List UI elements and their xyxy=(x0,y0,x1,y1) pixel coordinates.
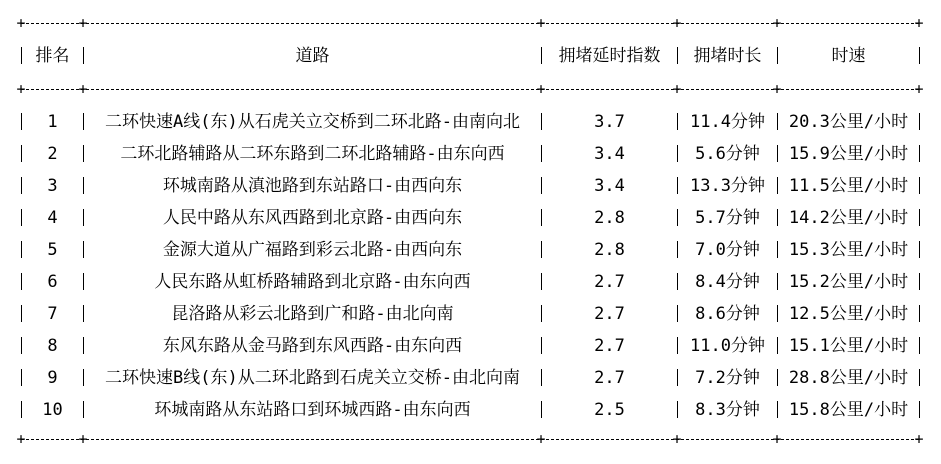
column-separator xyxy=(919,369,920,386)
column-separator xyxy=(919,337,920,354)
header-rank: 排名 xyxy=(35,46,70,66)
rank-cell: 2 xyxy=(47,144,58,164)
column-separator xyxy=(919,47,920,64)
index-cell: 3.7 xyxy=(594,112,625,132)
border-corner: + xyxy=(914,14,924,32)
border-corner: + xyxy=(914,80,924,98)
rank-cell: 10 xyxy=(42,400,63,420)
duration-cell: 7.2分钟 xyxy=(695,368,760,388)
border-junction: + xyxy=(536,80,546,98)
border-junction: + xyxy=(672,430,682,448)
column-separator xyxy=(919,273,920,290)
table-row xyxy=(0,334,941,358)
duration-cell: 7.0分钟 xyxy=(695,240,760,260)
table-bottom-border xyxy=(16,430,924,448)
road-cell: 二环北路辅路从二环东路到二环北路辅路-由东向西 xyxy=(120,144,505,164)
duration-cell: 8.3分钟 xyxy=(695,400,760,420)
road-cell: 环城南路从东站路口到环城西路-由东向西 xyxy=(154,400,471,420)
border-junction: + xyxy=(772,14,782,32)
border-junction: + xyxy=(772,80,782,98)
table-row xyxy=(0,270,941,294)
speed-cell: 15.2公里/小时 xyxy=(788,272,909,292)
border-junction: + xyxy=(672,14,682,32)
rank-cell: 8 xyxy=(47,336,58,356)
speed-cell: 15.1公里/小时 xyxy=(788,336,909,356)
table-row xyxy=(0,238,941,262)
duration-cell: 8.6分钟 xyxy=(695,304,760,324)
road-cell: 人民东路从虹桥路辅路到北京路-由东向西 xyxy=(154,272,471,292)
speed-cell: 12.5公里/小时 xyxy=(788,304,909,324)
border-junction: + xyxy=(536,430,546,448)
speed-cell: 20.3公里/小时 xyxy=(788,112,909,132)
table-row xyxy=(0,302,941,326)
index-cell: 2.7 xyxy=(594,368,625,388)
road-cell: 金源大道从广福路到彩云北路-由西向东 xyxy=(162,240,463,260)
header-road: 道路 xyxy=(295,46,330,66)
border-corner: + xyxy=(914,430,924,448)
road-cell: 人民中路从东风西路到北京路-由西向东 xyxy=(162,208,463,228)
table-header-border xyxy=(16,80,924,98)
road-cell: 东风东路从金马路到东风西路-由东向西 xyxy=(162,336,463,356)
road-cell: 昆洛路从彩云北路到广和路-由北向南 xyxy=(171,304,454,324)
border-junction: + xyxy=(78,430,88,448)
border-junction: + xyxy=(672,80,682,98)
index-cell: 2.8 xyxy=(594,208,625,228)
table-row xyxy=(0,174,941,198)
column-separator xyxy=(919,241,920,258)
index-cell: 3.4 xyxy=(594,144,625,164)
index-cell: 2.5 xyxy=(594,400,625,420)
border-junction: + xyxy=(78,80,88,98)
rank-cell: 4 xyxy=(47,208,58,228)
duration-cell: 11.4分钟 xyxy=(690,112,765,132)
road-cell: 环城南路从滇池路到东站路口-由西向东 xyxy=(162,176,463,196)
border-corner: + xyxy=(16,80,26,98)
rank-cell: 3 xyxy=(47,176,58,196)
speed-cell: 14.2公里/小时 xyxy=(788,208,909,228)
road-cell: 二环快速A线(东)从石虎关立交桥到二环北路-由南向北 xyxy=(105,112,520,132)
rank-cell: 9 xyxy=(47,368,58,388)
rank-cell: 7 xyxy=(47,304,58,324)
index-cell: 2.7 xyxy=(594,336,625,356)
table-row xyxy=(0,398,941,422)
border-corner: + xyxy=(16,430,26,448)
header-speed: 时速 xyxy=(831,46,866,66)
border-corner: + xyxy=(16,14,26,32)
column-separator xyxy=(919,145,920,162)
rank-cell: 5 xyxy=(47,240,58,260)
speed-cell: 28.8公里/小时 xyxy=(788,368,909,388)
column-separator xyxy=(919,401,920,418)
duration-cell: 11.0分钟 xyxy=(690,336,765,356)
table-row xyxy=(0,206,941,230)
table-row xyxy=(0,366,941,390)
border-junction: + xyxy=(536,14,546,32)
speed-cell: 15.3公里/小时 xyxy=(788,240,909,260)
duration-cell: 5.6分钟 xyxy=(695,144,760,164)
index-cell: 2.8 xyxy=(594,240,625,260)
table-top-border xyxy=(16,14,924,32)
rank-cell: 1 xyxy=(47,112,58,132)
speed-cell: 15.8公里/小时 xyxy=(788,400,909,420)
table-row xyxy=(0,142,941,166)
index-cell: 3.4 xyxy=(594,176,625,196)
border-junction: + xyxy=(772,430,782,448)
road-cell: 二环快速B线(东)从二环北路到石虎关立交桥-由北向南 xyxy=(105,368,520,388)
header-duration: 拥堵时长 xyxy=(693,46,762,66)
table-row xyxy=(0,110,941,134)
column-separator xyxy=(919,113,920,130)
header-index: 拥堵延时指数 xyxy=(558,46,661,66)
column-separator xyxy=(919,177,920,194)
rank-cell: 6 xyxy=(47,272,58,292)
table-header-row xyxy=(0,44,941,68)
border-junction: + xyxy=(78,14,88,32)
column-separator xyxy=(919,305,920,322)
speed-cell: 11.5公里/小时 xyxy=(788,176,909,196)
index-cell: 2.7 xyxy=(594,272,625,292)
duration-cell: 5.7分钟 xyxy=(695,208,760,228)
index-cell: 2.7 xyxy=(594,304,625,324)
speed-cell: 15.9公里/小时 xyxy=(788,144,909,164)
duration-cell: 8.4分钟 xyxy=(695,272,760,292)
column-separator xyxy=(919,209,920,226)
duration-cell: 13.3分钟 xyxy=(690,176,765,196)
